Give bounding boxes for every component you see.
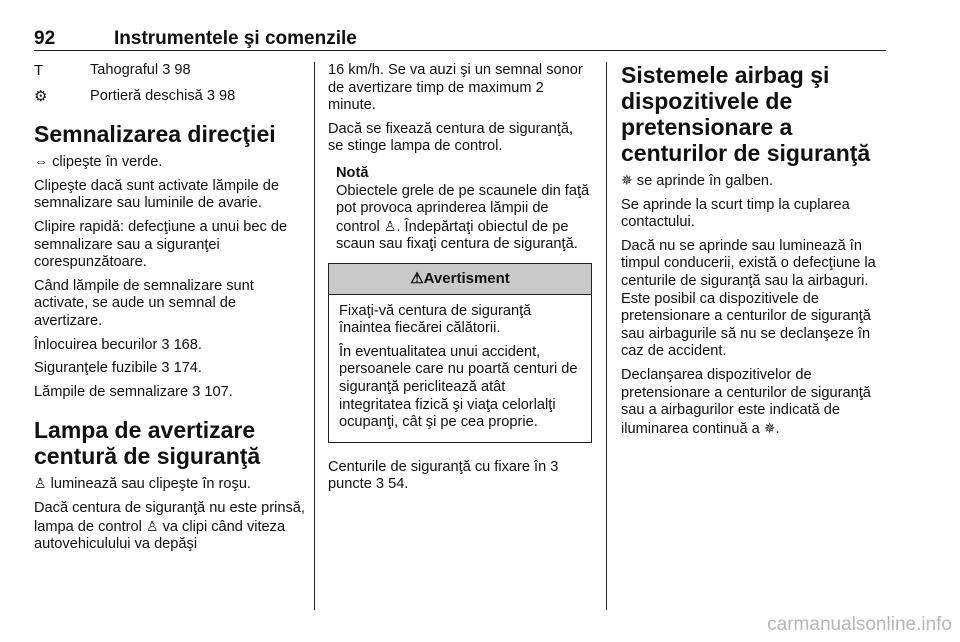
column-2 [328,62,592,500]
chapter-title: Instrumentele şi comenzile [114,28,357,49]
page-ref[interactable]: 168. [173,336,202,353]
page-ref[interactable]: 98 [219,87,236,104]
note-box [328,165,592,254]
warning-icon: ⚠ [410,269,424,287]
seatbelt-icon: ♙ [34,475,47,492]
column-1 [34,62,306,560]
column-divider-2 [606,62,607,610]
door-open-icon: ⚙ [34,87,48,105]
ref-arrow-icon: 3 [162,62,171,78]
warning-body [329,295,591,442]
paragraph: Înlocuirea becurilor [34,336,158,353]
ref-arrow-icon: 3 [161,360,170,377]
page-ref[interactable]: 107. [204,383,233,400]
turn-signal-icon: ⇔ [34,153,48,170]
column-3 [621,62,887,444]
warning-text: În eventualitatea unui accident, persoanele care nu poartă centuri de siguranţă periclitează atât integritatea fizică şi viaţa celorlalţi ocupanţi, cât şi pe cea proprie. [339,343,578,431]
note-text: Obiectele grele de pe scaunele din faţă pot provoca aprinderea lămpii de control [336,182,590,235]
watermark: carmanualsonline.info [767,614,952,635]
section-title-airbag: Sistemele airbag şi dispozitivele de pretensionare a centurilor de siguranţă [621,62,871,166]
page-ref[interactable]: 174. [173,360,202,377]
seatbelt-icon: ♙ [145,517,159,534]
warning-box [328,263,592,443]
paragraph: Centurile de siguranţă cu fixare în 3 puncte [328,458,559,493]
section-title-turn-signal: Semnalizarea direcţiei [34,121,276,148]
paragraph: Când lămpile de semnalizare sunt activate, se aude un semnal de avertizare. [34,277,254,329]
indicator-label: Tahograful [90,62,159,78]
ref-arrow-icon: 3 [206,87,215,104]
paragraph: Dacă se fixează centura de siguranţă, se stinge lampa de control. [328,120,573,155]
indicator-row-door-open [34,88,306,106]
warning-text: Fixaţi-vă centura de siguranţă înaintea fiecărei călătorii. [339,302,532,337]
warning-title: Avertisment [423,269,510,287]
paragraph: se aprinde în galben. [636,173,774,189]
section-title-seatbelt-warning: Lampa de avertizare centură de siguranţă [34,417,261,470]
page-header [34,28,886,52]
paragraph: 16 km/h. Se va auzi şi un semnal sonor de avertizare timp de maximum 2 minute. [328,62,583,114]
paragraph: Lămpile de semnalizare [34,383,189,400]
page-ref[interactable]: 98 [174,62,191,78]
page-number: 92 [34,28,56,49]
header-divider [34,50,886,51]
tachograph-icon: T [34,62,44,79]
paragraph: Se aprinde la scurt timp la cuplarea contactului. [621,196,850,231]
paragraph: Siguranţele fuzibile [34,360,158,377]
note-text: . Îndepărtaţi obiectul de pe scaun sau fixaţi centura de siguranţă. [336,218,578,253]
airbag-icon: ✵ [763,419,776,436]
paragraph: clipeşte în verde. [52,154,163,171]
ref-arrow-icon: 3 [375,476,385,493]
paragraph: Dacă nu se aprinde sau luminează în timpul conducerii, există o defecţiune la centurile de siguranţă sau la airbaguri. Este posibil ca dispozitivele de pretensionare a centurilor de siguranţă sau airbagurile să nu se declanşeze în caz de accident. [621,237,876,360]
paragraph: va clipi când viteza autovehiculului va depăşi [34,518,286,553]
page-ref[interactable]: 54. [388,476,409,493]
paragraph: Dacă centura de siguranţă nu este prinsă, lampa de control [34,499,305,535]
column-divider-1 [314,62,315,610]
airbag-icon: ✵ [621,172,633,188]
indicator-label: Portieră deschisă [90,87,203,104]
paragraph: Clipeşte dacă sunt activate lămpile de semnalizare sau luminile de avarie. [34,177,279,212]
warning-header [329,264,591,295]
paragraph: luminează sau clipeşte în roşu. [50,476,251,493]
ref-arrow-icon: 3 [192,383,201,400]
paragraph: . [775,420,780,437]
note-title: Notă [336,164,369,181]
indicator-row-tachograph [34,62,306,80]
seatbelt-icon: ♙ [383,217,397,234]
ref-arrow-icon: 3 [161,336,170,353]
paragraph: Declanşarea dispozitivelor de pretensionare a centurilor de siguranţă sau a airbagurilor este indicată de iluminarea continuă a [621,366,871,437]
paragraph: Clipire rapidă: defecţiune a unui bec de semnalizare sau a siguranţei corespunzătoare. [34,218,288,271]
